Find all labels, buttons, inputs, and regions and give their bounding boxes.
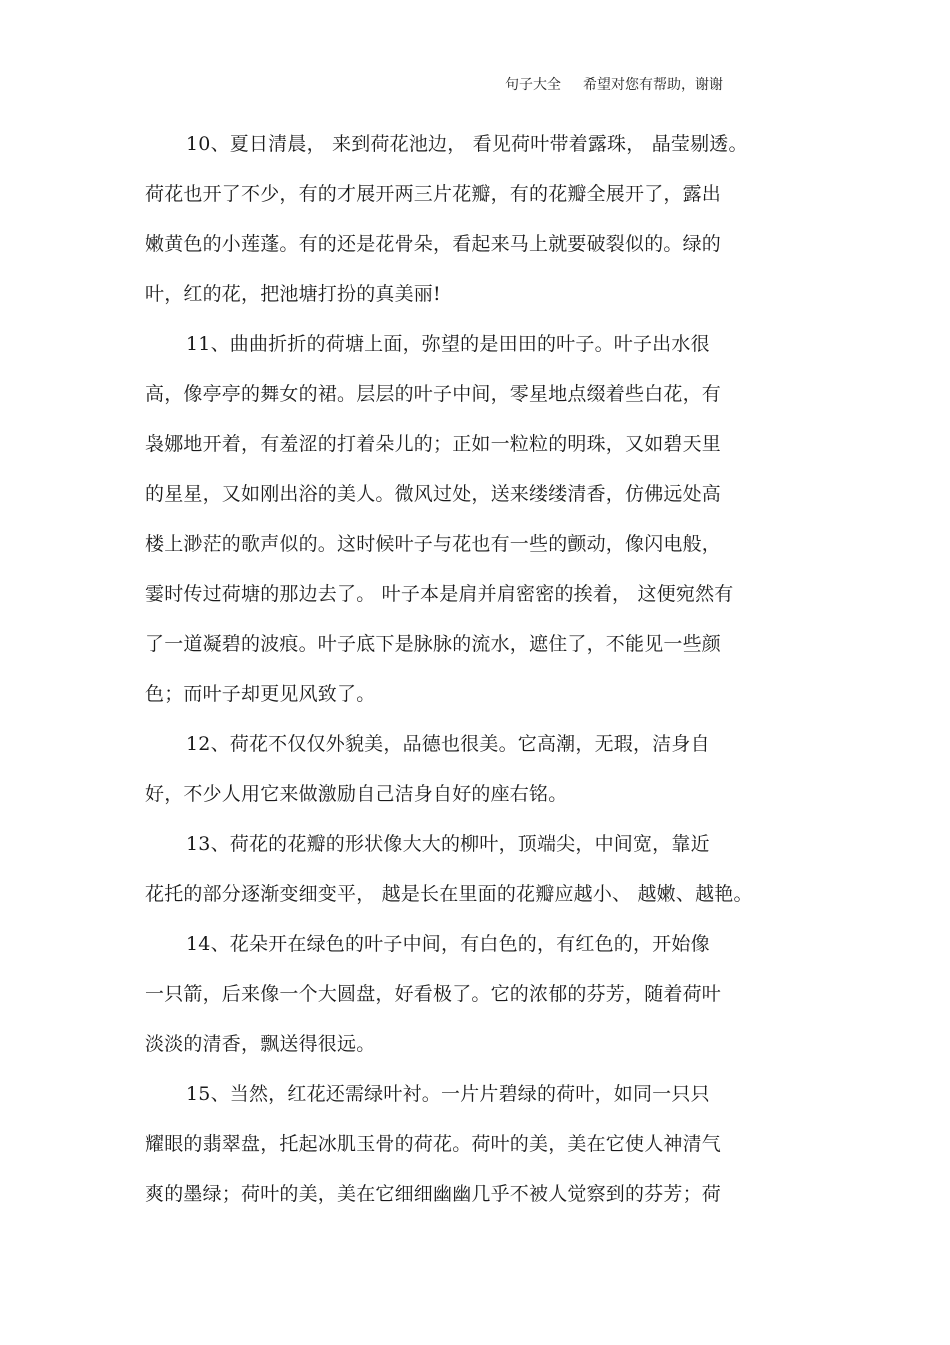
text-line: 袅娜地开着，有羞涩的打着朵儿的；正如一粒粒的明珠，又如碧天里 [145,433,722,455]
text-line: 嫩黄色的小莲蓬。有的还是花骨朵，看起来马上就要破裂似的。绿的 [145,233,722,255]
text-line: 11、曲曲折折的荷塘上面，弥望的是田田的叶子。叶子出水很 [186,333,710,355]
text-line: 楼上渺茫的歌声似的。这时候叶子与花也有一些的颤动，像闪电般， [145,533,722,555]
text-line: 10、夏日清晨， 来到荷花池边， 看见荷叶带着露珠， 晶莹剔透。 [186,133,748,155]
header-note: 希望对您有帮助，谢谢 [583,77,723,93]
text-line: 15、当然，红花还需绿叶衬。一片片碧绿的荷叶，如同一只只 [186,1083,710,1105]
text-line: 13、荷花的花瓣的形状像大大的柳叶，顶端尖，中间宽，靠近 [186,833,710,855]
text-line: 了一道凝碧的波痕。叶子底下是脉脉的流水，遮住了，不能见一些颜 [145,633,722,655]
text-line: 12、荷花不仅仅外貌美，品德也很美。它高潮，无瑕，洁身自 [186,733,710,755]
text-line: 叶，红的花，把池塘打扮的真美丽! [145,283,441,305]
text-line: 一只箭，后来像一个大圆盘，好看极了。它的浓郁的芬芳，随着荷叶 [145,983,722,1005]
text-line: 的星星，又如刚出浴的美人。微风过处，送来缕缕清香，仿佛远处高 [145,483,722,505]
text-line: 花托的部分逐渐变细变平， 越是长在里面的花瓣应越小、 越嫩、越艳。 [145,883,753,905]
header-site-name: 句子大全 [505,77,561,93]
text-line: 霎时传过荷塘的那边去了。 叶子本是肩并肩密密的挨着， 这便宛然有 [145,583,734,605]
text-line: 好，不少人用它来做激励自己洁身自好的座右铭。 [145,783,568,805]
page-header [505,74,723,94]
text-line: 耀眼的翡翠盘，托起冰肌玉骨的荷花。荷叶的美，美在它使人神清气 [145,1133,722,1155]
text-line: 爽的墨绿；荷叶的美，美在它细细幽幽几乎不被人觉察到的芬芳；荷 [145,1183,722,1205]
text-line: 14、花朵开在绿色的叶子中间，有白色的，有红色的，开始像 [186,933,710,955]
text-line: 荷花也开了不少，有的才展开两三片花瓣，有的花瓣全展开了，露出 [145,183,722,205]
text-line: 高，像亭亭的舞女的裙。层层的叶子中间，零星地点缀着些白花，有 [145,383,722,405]
text-line: 淡淡的清香，飘送得很远。 [145,1033,376,1055]
text-line: 色；而叶子却更见风致了。 [145,683,376,705]
